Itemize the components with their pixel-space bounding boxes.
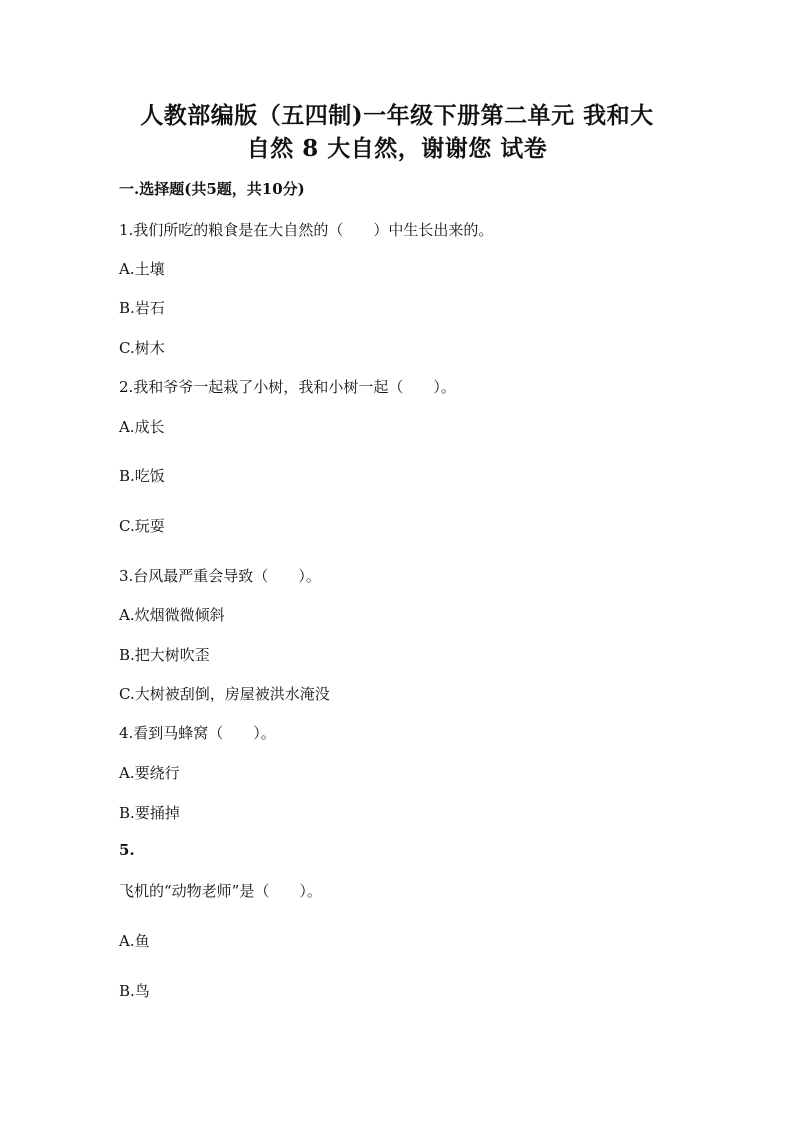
question-4-stem: 4.看到马蜂窝（ ）。 (119, 724, 276, 742)
question-5-number: 5. (119, 841, 135, 859)
page-title-line2: 自然 8 大自然，谢谢您 试卷 (246, 135, 548, 162)
question-2-option-c: C.玩耍 (119, 517, 165, 535)
question-3-option-a: A.炊烟微微倾斜 (119, 606, 225, 624)
question-3-option-b: B.把大树吹歪 (119, 646, 210, 664)
question-5-option-a: A.鱼 (119, 932, 150, 950)
question-4-option-b: B.要捅掉 (119, 804, 180, 822)
question-1-stem: 1.我们所吃的粮食是在大自然的（ ）中生长出来的。 (119, 221, 494, 239)
question-1-option-c: C.树木 (119, 339, 165, 357)
question-4-option-a: A.要绕行 (119, 764, 180, 782)
question-2-stem: 2.我和爷爷一起栽了小树，我和小树一起（ ）。 (119, 378, 456, 396)
question-3-option-c: C.大树被刮倒，房屋被洪水淹没 (119, 685, 330, 703)
question-1-option-a: A.土壤 (119, 260, 165, 278)
question-1-option-b: B.岩石 (119, 299, 165, 317)
question-2-option-b: B.吃饭 (119, 467, 165, 485)
question-2-option-a: A.成长 (119, 418, 165, 436)
question-3-stem: 3.台风最严重会导致（ ）。 (119, 567, 321, 585)
question-5-option-b: B.鸟 (119, 982, 150, 1000)
page-title-line1: 人教部编版（五四制)一年级下册第二单元 我和大 (140, 102, 654, 129)
section-heading: 一.选择题(共5题，共10分) (119, 180, 305, 198)
question-5-stem: 飞机的“动物老师”是（ ）。 (119, 882, 322, 900)
